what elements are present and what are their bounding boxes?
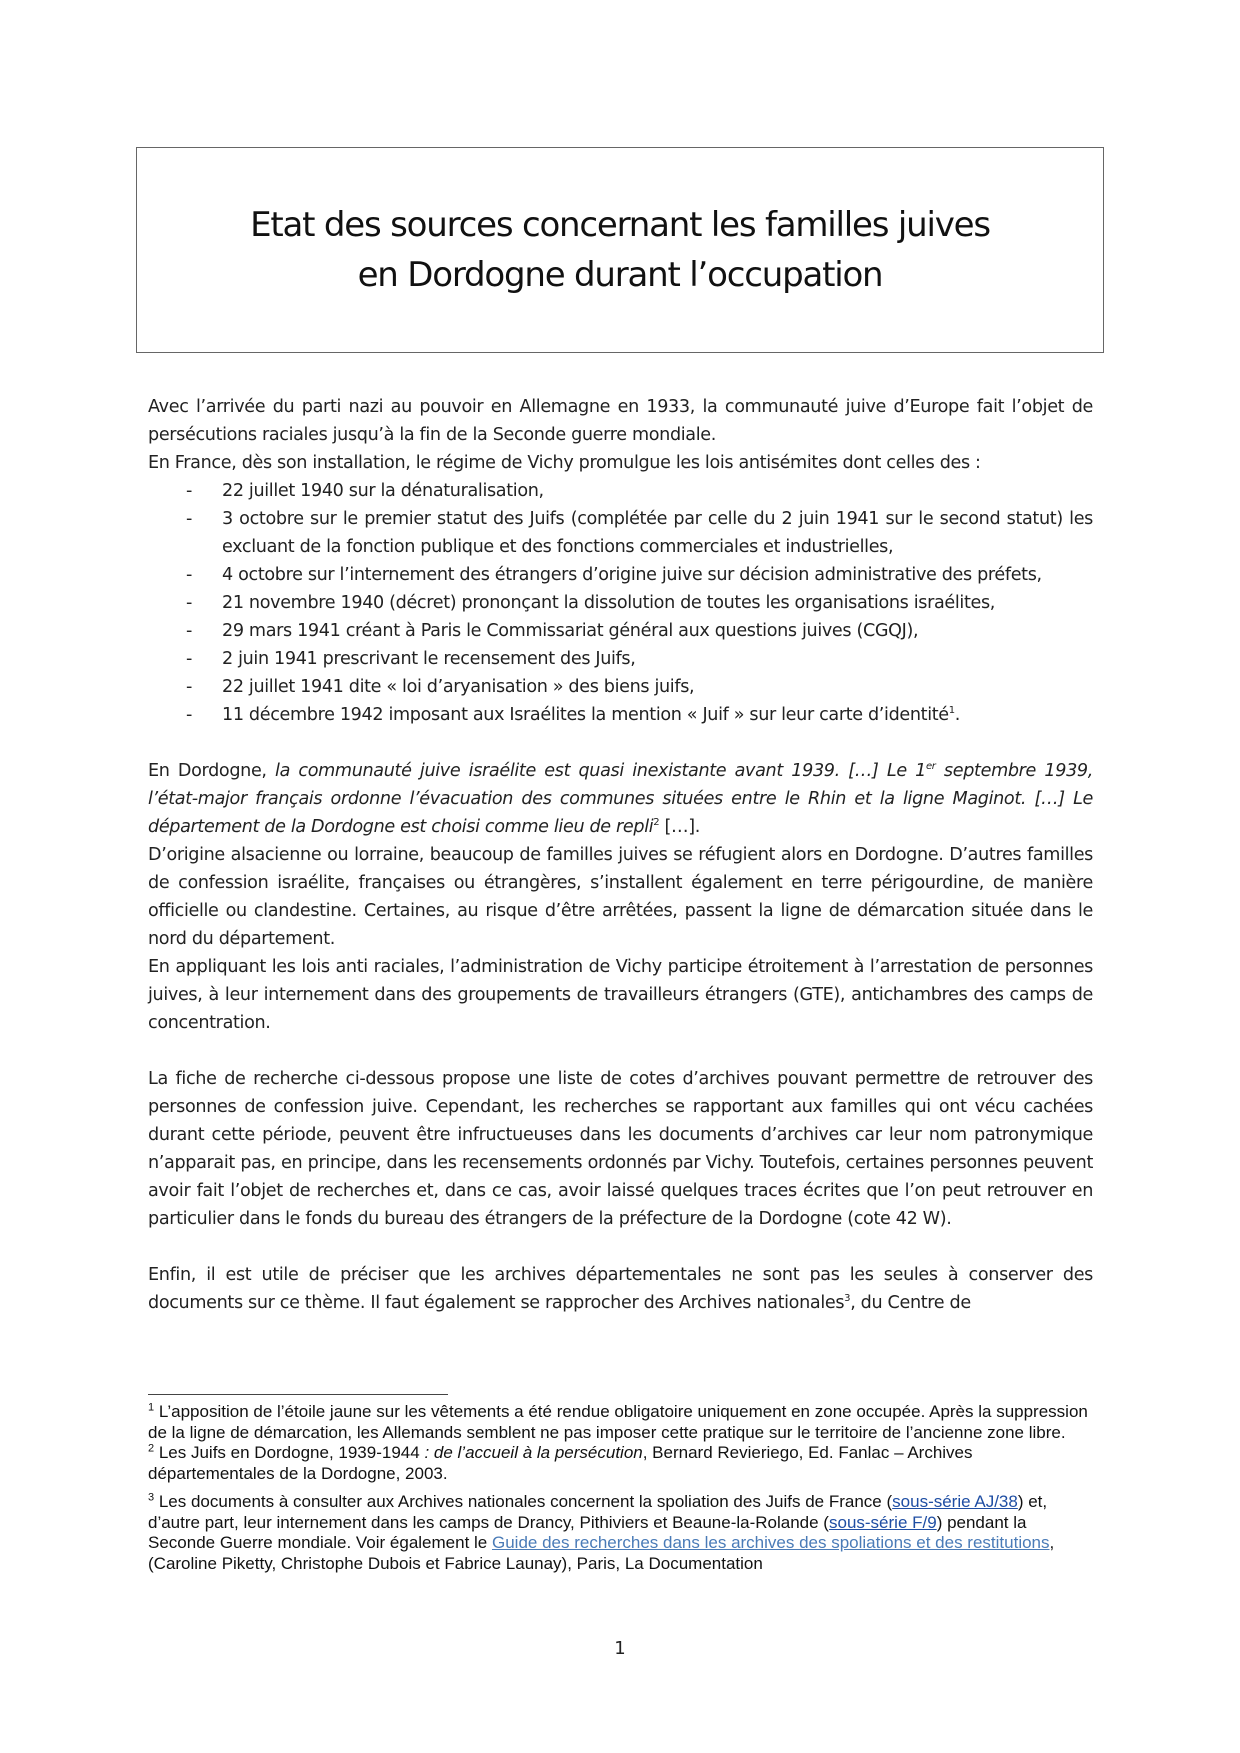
footnote-ref-1[interactable]: 1 bbox=[948, 705, 955, 717]
law-item: - 29 mars 1941 créant à Paris le Commissariat général aux questions juives (CGQJ), bbox=[186, 621, 919, 641]
title-line-2: en Dordogne durant l’occupation bbox=[357, 255, 883, 295]
footnote-ref-2[interactable]: 2 bbox=[653, 817, 660, 829]
intro-paragraph: Avec l’arrivée du parti nazi au pouvoir en Allemagne en 1933, la communauté juive d’Europe fait l’objet de persécutions raciales jusqu’à la fin de la Seconde guerre mondiale. bbox=[148, 397, 1093, 445]
footnotes bbox=[148, 1402, 1093, 1574]
vichy-arrest-paragraph: En appliquant les lois anti raciales, l’administration de Vichy participe étroitement à l’arrestation de personnes juives, à leur internement dans des groupements de travailleurs étrangers (GTE), antichambres des camps de concentration. bbox=[148, 957, 1093, 1033]
law-item: - 2 juin 1941 prescrivant le recensement des Juifs, bbox=[186, 649, 636, 669]
dordogne-paragraph: En Dordogne, la communauté juive israélite est quasi inexistante avant 1939. […] Le 1er septembre 1939, l’état-major français ordonne l’évacuation des communes situées entre le Rhin et la ligne Maginot. […] Le département de la Dordogne est choisi comme lieu de repli$^2$ […]. bbox=[148, 761, 1094, 837]
link-f9[interactable]: sous-série F/9 bbox=[828, 1512, 937, 1532]
footnote-1: $^1$ L’apposition de l’étoile jaune sur les vêtements a été rendue obligatoire uniquement en zone occupée. Après la suppression de la ligne de démarcation, les Allemands semblent ne pas imposer cette pratique sur le territoire de l’ancienne zone libre. bbox=[148, 1401, 1088, 1442]
vichy-paragraph: En France, dès son installation, le régime de Vichy promulgue les lois antisémites dont celles des : bbox=[148, 453, 981, 473]
page-number: 1 bbox=[614, 1638, 626, 1659]
law-item: - 21 novembre 1940 (décret) prononçant la dissolution de toutes les organisations israélites, bbox=[186, 593, 996, 613]
law-item: - 22 juillet 1941 dite « loi d’aryanisation » des biens juifs, bbox=[186, 677, 695, 697]
title-box bbox=[136, 147, 1104, 353]
origin-paragraph: D’origine alsacienne ou lorraine, beaucoup de familles juives se réfugient alors en Dordogne. D’autres familles de confession israélite, françaises ou étrangères, s’installent également en terre périgourdine, de manière officielle ou clandestine. Certaines, au risque d’être arrêtées, passent la ligne de démarcation située dans le nord du département. bbox=[148, 845, 1093, 949]
footnote-2: $^2$ Les Juifs en Dordogne, 1939-1944 : de l’accueil à la persécution, Bernard Revieriego, Ed. Fanlac – Archives départementales de la Dordogne, 2003. bbox=[148, 1442, 973, 1483]
law-item: - 11 décembre 1942 imposant aux Israélites la mention « Juif » sur leur carte d’identité$^1$. bbox=[186, 705, 961, 725]
link-guide-spoliations[interactable]: Guide des recherches dans les archives des spoliations et des restitutions bbox=[491, 1533, 1050, 1552]
law-item: - 4 octobre sur l’internement des étrangers d’origine juive sur décision administrative des préfets, bbox=[186, 565, 1042, 585]
footnote-ref-3[interactable]: 3 bbox=[844, 1293, 851, 1305]
footnote-separator bbox=[148, 1394, 448, 1395]
research-paragraph: La fiche de recherche ci-dessous propose une liste de cotes d’archives pouvant permettre de retrouver des personnes de confession juive. Cependant, les recherches se rapportant aux familles qui ont vécu cachées durant cette période, peuvent être infructueuses dans les documents d’archives car leur nom patronymique n’apparait pas, en principe, dans les recensements ordonnés par Vichy. Toutefois, certaines personnes peuvent avoir fait l’objet de recherches et, dans ce cas, avoir laissé quelques traces écrites que l’on peut retrouver en particulier dans le fonds du bureau des étrangers de la préfecture de la Dordogne (cote 42 W). bbox=[148, 1069, 1093, 1229]
law-item: - 22 juillet 1940 sur la dénaturalisation, bbox=[186, 481, 544, 501]
footnote-3: $^3$ Les documents à consulter aux Archives nationales concernent la spoliation des Juifs de France (sous-série AJ/38) et, d’autre part, leur internement dans les camps de Drancy, Pithiviers et Beaune-la-Rolande (sous-série F/9) pendant la Seconde Guerre mondiale. Voir également le Guide des recherches dans les archives des spoliations et des restitutions, (Caroline Piketty, Christophe Dubois et Fabrice Launay), Paris, La Documentation bbox=[148, 1491, 1055, 1573]
title-line-1: Etat des sources concernant les familles juives bbox=[250, 205, 990, 245]
law-item: - 3 octobre sur le premier statut des Juifs (complétée par celle du 2 juin 1941 sur le second statut) les excluant de la fonction publique et des fonctions commerciales et industrielles, bbox=[186, 509, 1093, 557]
archives-paragraph: Enfin, il est utile de préciser que les archives départementales ne sont pas les seules à conserver des documents sur ce thème. Il faut également se rapprocher des Archives nationales$^3$, du Centre de bbox=[148, 1265, 1093, 1313]
laws-list bbox=[148, 477, 1093, 729]
link-aj38[interactable]: sous-série AJ/38 bbox=[892, 1492, 1018, 1511]
document-body bbox=[148, 393, 1093, 1317]
